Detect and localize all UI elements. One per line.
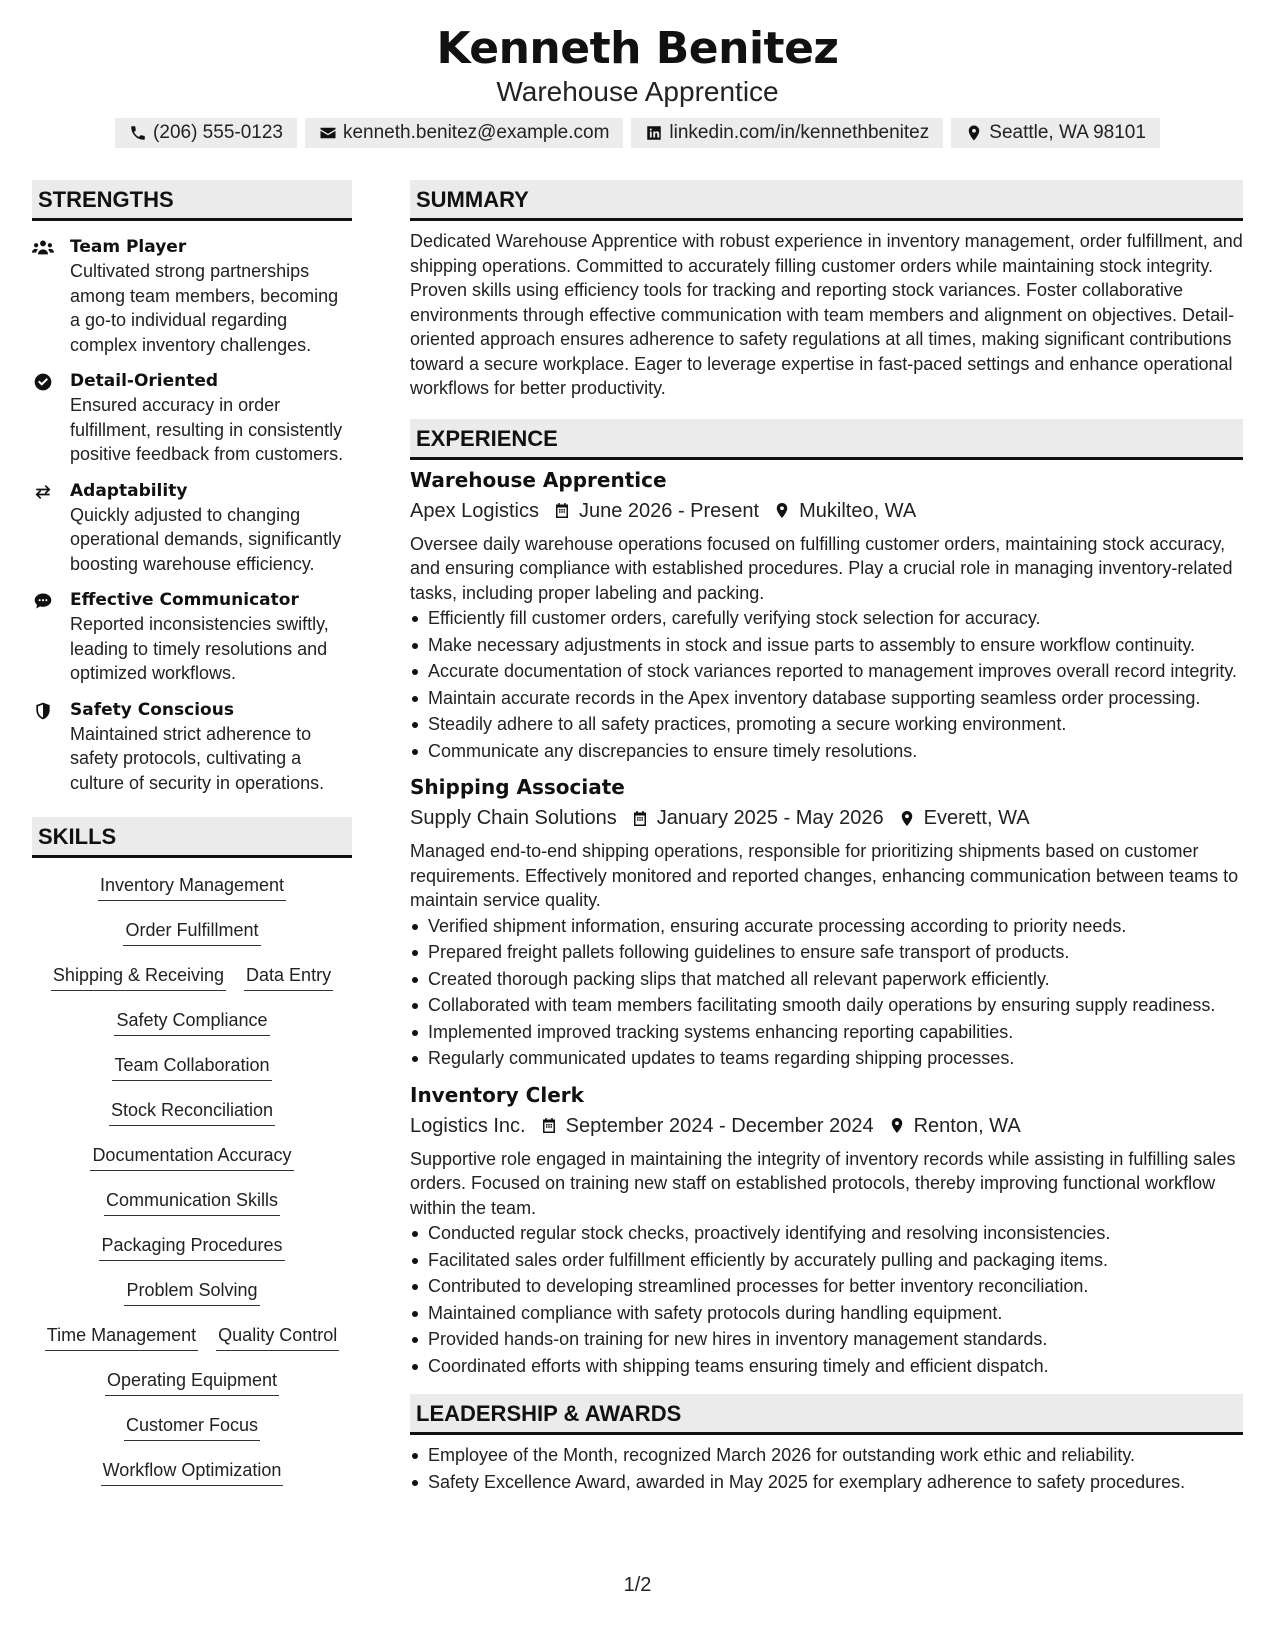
envelope-icon: [319, 124, 337, 142]
bullet-item: Maintained compliance with safety protocols during handling equipment.: [410, 1301, 1243, 1326]
awards-list: [410, 1443, 1243, 1494]
strength-desc: Cultivated strong partnerships among team members, becoming a go-to individual regarding complex inventory challenges.: [70, 261, 339, 355]
bullet-item: Facilitated sales order fulfillment efficiently by accurately pulling and packaging items.: [410, 1248, 1243, 1273]
job-dates: September 2024 - December 2024: [565, 1114, 874, 1137]
map-marker-icon: [965, 124, 983, 142]
job-dates: June 2026 - Present: [578, 499, 760, 522]
calendar-icon: [553, 501, 571, 520]
skill-tag: Time Management: [45, 1318, 198, 1351]
award-item: Employee of the Month, recognized March 2026 for outstanding work ethic and reliability.: [410, 1443, 1243, 1468]
comment-icon: [32, 591, 54, 611]
skills-heading: SKILLS: [32, 817, 352, 858]
contact-location-text: Seattle, WA 98101: [989, 122, 1146, 143]
skill-row: [105, 1363, 279, 1408]
job-bullets: [410, 1221, 1243, 1378]
skill-row: [104, 1183, 280, 1228]
bullet-item: Contributed to developing streamlined processes for better inventory reconciliation.: [410, 1274, 1243, 1299]
bullet-item: Collaborated with team members facilitating smooth daily operations by ensuring supply readiness.: [410, 993, 1243, 1018]
strength-title: Safety Conscious: [70, 699, 234, 720]
job-meta: [410, 496, 1243, 526]
skill-row: [124, 1273, 259, 1318]
strength-desc: Ensured accuracy in order fulfillment, resulting in consistently positive feedback from customers.: [70, 395, 344, 464]
strength-title: Detail-Oriented: [70, 371, 219, 391]
strength-title: Team Player: [70, 237, 187, 257]
skill-row: [51, 958, 333, 1003]
bullet-item: Created thorough packing slips that matched all relevant paperwork efficiently.: [410, 967, 1243, 992]
left-column: [32, 180, 352, 1498]
job-entry: [410, 466, 1243, 764]
phone-icon: [129, 124, 147, 142]
awards-heading: LEADERSHIP & AWARDS: [410, 1394, 1243, 1435]
skill-tag: Team Collaboration: [112, 1048, 271, 1081]
bullet-item: Efficiently fill customer orders, carefully verifying stock selection for accuracy.: [410, 606, 1243, 631]
skill-row: [98, 868, 286, 913]
strength-desc: Quickly adjusted to changing operational demands, significantly boosting warehouse efficiency.: [70, 504, 342, 574]
calendar-icon: [540, 1116, 558, 1135]
job-location: Everett, WA: [923, 807, 1030, 829]
shield-icon: [32, 701, 54, 721]
strengths-heading: STRENGTHS: [32, 180, 352, 221]
job-location: Renton, WA: [913, 1114, 1021, 1137]
exchange-arrows-icon: [32, 482, 54, 502]
skill-tag: Safety Compliance: [114, 1003, 269, 1036]
contact-bar: [0, 118, 1275, 148]
job-dates: January 2025 - May 2026: [656, 807, 884, 829]
bullet-item: Prepared freight pallets following guidelines to ensure safe transport of products.: [410, 940, 1243, 965]
strength-desc: Reported inconsistencies swiftly, leading to timely resolutions and optimized workflows.: [70, 614, 329, 683]
linkedin-icon: [645, 124, 663, 142]
job-title: Shipping Associate: [410, 775, 625, 799]
bullet-item: Maintain accurate records in the Apex inventory database supporting seamless order processing.: [410, 686, 1243, 711]
bullet-item: Make necessary adjustments in stock and issue parts to assembly to ensure workflow continuity.: [410, 633, 1243, 658]
job-company: Supply Chain Solutions: [410, 807, 617, 829]
strength-item: [32, 479, 352, 577]
strength-item: [32, 588, 352, 686]
check-circle-icon: [32, 372, 54, 392]
strength-item: [32, 698, 352, 796]
summary-heading: SUMMARY: [410, 180, 1243, 221]
page-number: 1/2: [623, 1574, 652, 1596]
skills-list: [32, 868, 352, 1498]
skill-tag: Communication Skills: [104, 1183, 280, 1216]
skill-row: [114, 1003, 269, 1048]
skill-row: [123, 913, 260, 958]
map-marker-icon: [773, 501, 791, 520]
job-company: Apex Logistics: [410, 499, 539, 522]
job-description: Supportive role engaged in maintaining the integrity of inventory records while assisting in fulfilling sales orders. Focused on training new staff on established protocols, thereby improving functional workflow within the team.: [410, 1148, 1236, 1218]
candidate-title: Warehouse Apprentice: [496, 76, 779, 107]
job-entry: [410, 1081, 1243, 1379]
contact-email-text: kenneth.benitez@example.com: [342, 122, 610, 143]
skill-row: [109, 1093, 275, 1138]
map-marker-icon: [898, 809, 916, 828]
job-bullets: [410, 914, 1243, 1071]
users-icon: [32, 238, 54, 258]
candidate-name: Kenneth Benitez: [436, 23, 839, 74]
bullet-item: Communicate any discrepancies to ensure timely resolutions.: [410, 739, 1243, 764]
bullet-item: Coordinated efforts with shipping teams ensuring timely and efficient dispatch.: [410, 1354, 1243, 1379]
bullet-item: Verified shipment information, ensuring accurate processing according to priority needs.: [410, 914, 1243, 939]
bullet-item: Steadily adhere to all safety practices, promoting a secure working environment.: [410, 712, 1243, 737]
job-title: Warehouse Apprentice: [410, 467, 667, 492]
right-column: [410, 180, 1243, 1496]
skill-row: [101, 1453, 284, 1498]
skill-row: [112, 1048, 271, 1093]
map-marker-icon: [888, 1116, 906, 1135]
skill-tag: Order Fulfillment: [123, 913, 260, 946]
skill-tag: Inventory Management: [98, 868, 286, 901]
job-meta: [410, 1111, 1243, 1141]
skill-row: [99, 1228, 284, 1273]
award-item: Safety Excellence Award, awarded in May 2025 for exemplary adherence to safety procedures.: [410, 1470, 1243, 1495]
job-meta: [410, 803, 1243, 833]
bullet-item: Implemented improved tracking systems enhancing reporting capabilities.: [410, 1020, 1243, 1045]
skill-tag: Data Entry: [244, 958, 333, 991]
skill-tag: Shipping & Receiving: [51, 958, 226, 991]
contact-phone-text: (206) 555-0123: [153, 122, 283, 143]
bullet-item: Accurate documentation of stock variances reported to management improves overall record integrity.: [410, 659, 1243, 684]
skill-tag: Workflow Optimization: [101, 1453, 284, 1486]
skill-tag: Operating Equipment: [105, 1363, 279, 1396]
strength-desc: Maintained strict adherence to safety protocols, cultivating a culture of security in operations.: [70, 723, 325, 793]
skill-row: [45, 1318, 339, 1363]
skill-row: [124, 1408, 260, 1453]
contact-linkedin[interactable]: [631, 118, 943, 148]
bullet-item: Provided hands-on training for new hires in inventory management standards.: [410, 1327, 1243, 1352]
resume-header: [0, 22, 1275, 148]
job-bullets: [410, 606, 1243, 763]
bullet-item: Conducted regular stock checks, proactively identifying and resolving inconsistencies.: [410, 1221, 1243, 1246]
skill-tag: Customer Focus: [124, 1408, 260, 1441]
job-title: Inventory Clerk: [410, 1082, 584, 1107]
job-company: Logistics Inc.: [410, 1114, 526, 1137]
strength-item: [32, 369, 352, 467]
strength-item: [32, 235, 352, 357]
strength-title: Adaptability: [70, 480, 188, 501]
strength-title: Effective Communicator: [70, 590, 299, 610]
job-entry: [410, 773, 1243, 1071]
skill-tag: Quality Control: [216, 1318, 339, 1351]
job-description: Oversee daily warehouse operations focused on fulfilling customer orders, maintaining stock accuracy, and ensuring compliance with established procedures. Play a crucial role in managing inventory-related tasks, including proper labeling and packing.: [410, 533, 1233, 603]
calendar-icon: [631, 809, 649, 828]
contact-location[interactable]: [951, 118, 1160, 148]
experience-heading: EXPERIENCE: [410, 419, 1243, 460]
skill-tag: Packaging Procedures: [99, 1228, 284, 1261]
skill-row: [90, 1138, 293, 1183]
bullet-item: Regularly communicated updates to teams regarding shipping processes.: [410, 1046, 1243, 1071]
contact-phone[interactable]: [115, 118, 297, 148]
job-location: Mukilteo, WA: [799, 499, 917, 522]
contact-email[interactable]: [305, 118, 623, 148]
summary-text: Dedicated Warehouse Apprentice with robust experience in inventory management, order fulfillment, and shipping operations. Committed to accurately filling customer orders while maintaining stock integrity. Proven skills using efficiency tools for tracking and reporting stock variances. Foster collaborative environments through effective communication with team members and alignment on objectives. Detail-oriented approach ensures adherence to safety regulations at all times, making significant contributions toward a secure workplace. Eager to leverage expertise in fast-paced settings and enhance operational workflows for better productivity.: [410, 231, 1243, 398]
skill-tag: Problem Solving: [124, 1273, 259, 1306]
skill-tag: Stock Reconciliation: [109, 1093, 275, 1126]
skill-tag: Documentation Accuracy: [90, 1138, 293, 1171]
contact-linkedin-text: linkedin.com/in/kennethbenitez: [669, 122, 930, 143]
job-description: Managed end-to-end shipping operations, responsible for prioritizing shipments based on customer requirements. Effectively monitored and reported changes, enhancing communication between teams to maintain service quality.: [410, 841, 1239, 910]
